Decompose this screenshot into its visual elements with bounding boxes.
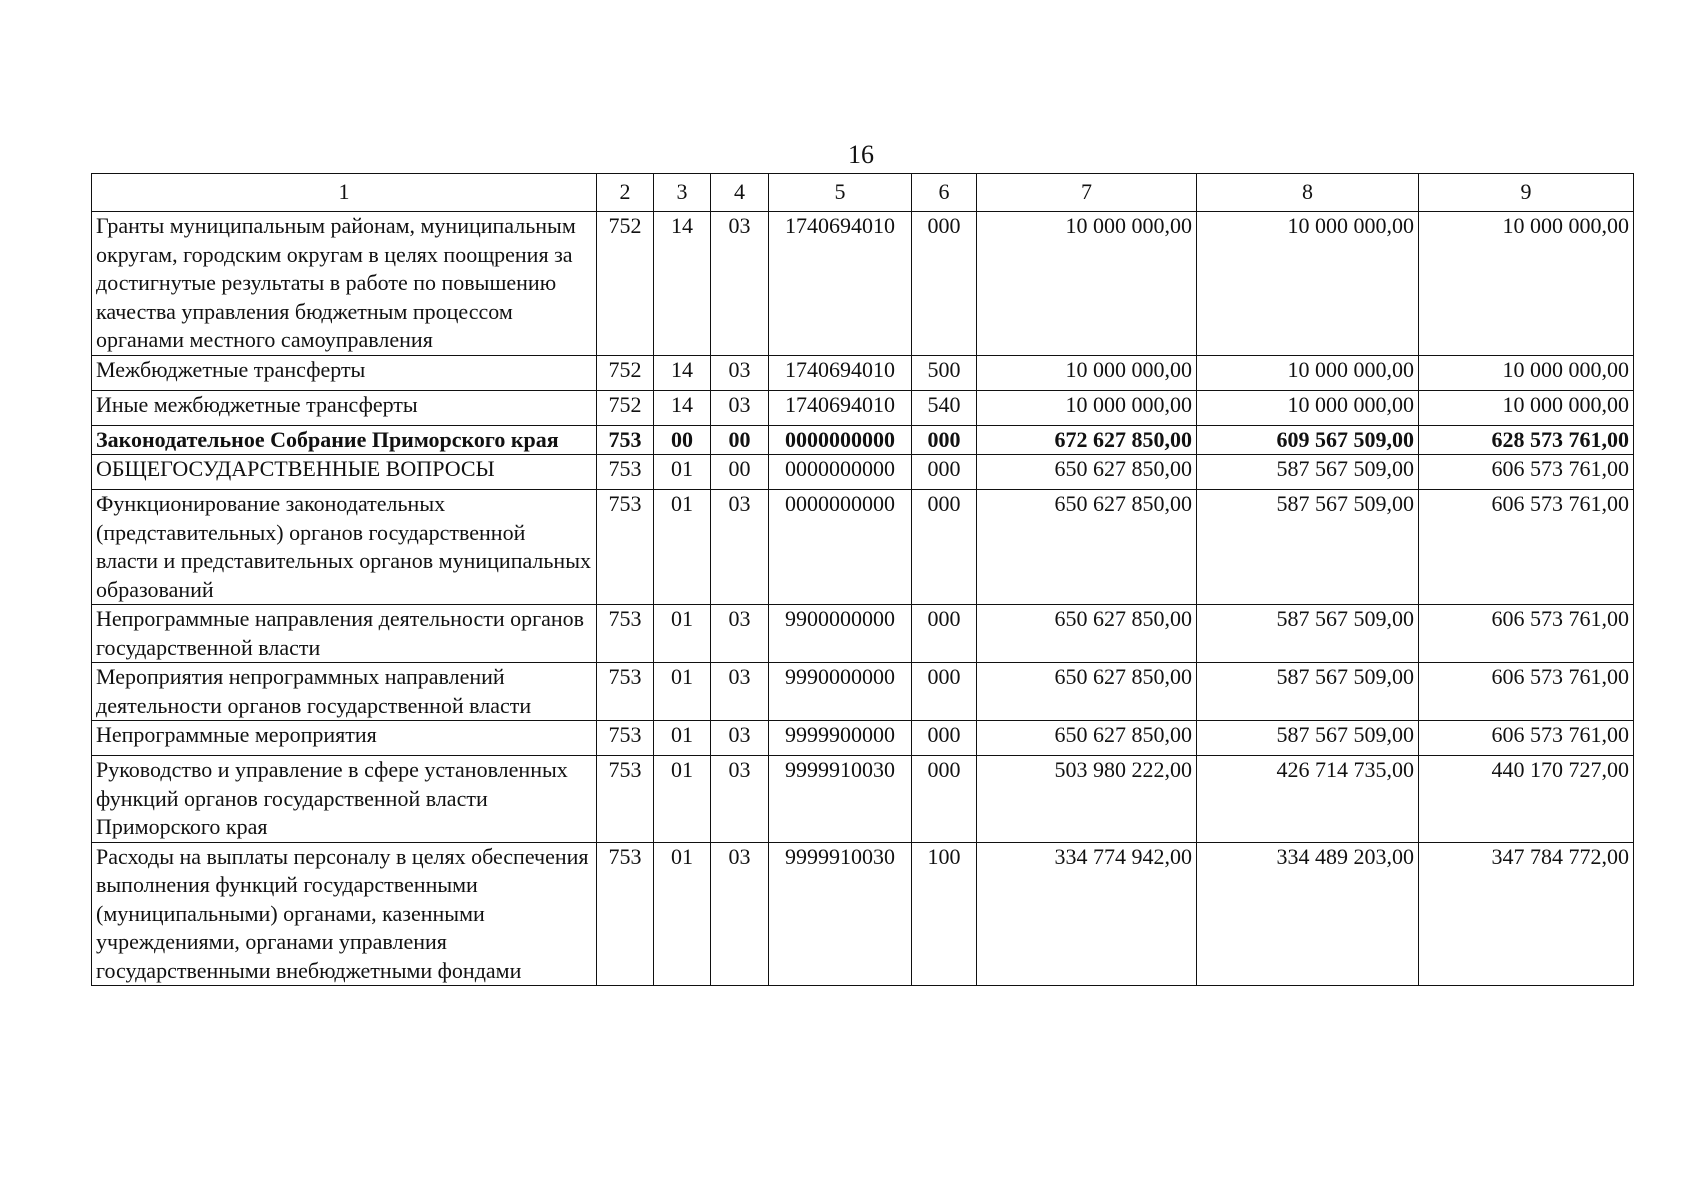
amount-col7: 650 627 850,00 [977,455,1197,490]
subsection-code: 03 [711,842,769,986]
table-row [92,721,1634,756]
expense-type-code: 000 [912,490,977,605]
amount-col8: 10 000 000,00 [1197,390,1419,425]
expense-type-code: 000 [912,212,977,356]
section-code: 01 [654,663,711,721]
amount-col9: 606 573 761,00 [1419,455,1634,490]
row-name: Межбюджетные трансферты [92,355,597,390]
amount-col7: 650 627 850,00 [977,605,1197,663]
target-article-code: 0000000000 [769,455,912,490]
ministry-code: 753 [597,721,654,756]
target-article-code: 0000000000 [769,425,912,455]
column-header: 6 [912,174,977,212]
table-row [92,756,1634,843]
amount-col7: 10 000 000,00 [977,355,1197,390]
row-name: Непрограммные мероприятия [92,721,597,756]
table-row [92,842,1634,986]
target-article-code: 0000000000 [769,490,912,605]
expense-type-code: 000 [912,663,977,721]
amount-col9: 606 573 761,00 [1419,605,1634,663]
amount-col7: 650 627 850,00 [977,663,1197,721]
expense-type-code: 000 [912,756,977,843]
expense-type-code: 000 [912,721,977,756]
section-code: 01 [654,605,711,663]
amount-col7: 650 627 850,00 [977,490,1197,605]
column-number-header [92,174,1634,212]
amount-col7: 503 980 222,00 [977,756,1197,843]
subsection-code: 03 [711,390,769,425]
amount-col9: 440 170 727,00 [1419,756,1634,843]
row-name: Законодательное Собрание Приморского края [92,425,597,455]
table-row [92,605,1634,663]
ministry-code: 753 [597,490,654,605]
table-row [92,455,1634,490]
section-code: 01 [654,721,711,756]
column-header: 2 [597,174,654,212]
row-name: Гранты муниципальным районам, муниципальным округам, городским округам в целях поощрения за достигнутые результаты в работе по повышению качества управления бюджетным процессом органами местного самоуправления [92,212,597,356]
column-header: 8 [1197,174,1419,212]
amount-col9: 606 573 761,00 [1419,721,1634,756]
amount-col8: 587 567 509,00 [1197,490,1419,605]
target-article-code: 9999910030 [769,756,912,843]
ministry-code: 753 [597,756,654,843]
amount-col8: 609 567 509,00 [1197,425,1419,455]
subsection-code: 03 [711,663,769,721]
target-article-code: 9999910030 [769,842,912,986]
row-name: Мероприятия непрограммных направлений деятельности органов государственной власти [92,663,597,721]
amount-col7: 10 000 000,00 [977,390,1197,425]
target-article-code: 9999900000 [769,721,912,756]
row-name: Руководство и управление в сфере установленных функций органов государственной власти Приморского края [92,756,597,843]
amount-col8: 587 567 509,00 [1197,721,1419,756]
subsection-code: 03 [711,490,769,605]
amount-col8: 587 567 509,00 [1197,455,1419,490]
section-code: 00 [654,425,711,455]
target-article-code: 1740694010 [769,390,912,425]
amount-col8: 587 567 509,00 [1197,605,1419,663]
target-article-code: 9900000000 [769,605,912,663]
table-row [92,490,1634,605]
amount-col9: 628 573 761,00 [1419,425,1634,455]
row-name: Расходы на выплаты персоналу в целях обеспечения выполнения функций государственными (муниципальными) органами, казенными учреждениями, органами управления государственными внебюджетными фондами [92,842,597,986]
column-header: 3 [654,174,711,212]
subsection-code: 03 [711,721,769,756]
page-number: 16 [848,140,874,169]
amount-col7: 10 000 000,00 [977,212,1197,356]
expense-type-code: 540 [912,390,977,425]
expense-type-code: 000 [912,425,977,455]
ministry-code: 752 [597,355,654,390]
row-name: Непрограммные направления деятельности органов государственной власти [92,605,597,663]
row-name: Функционирование законодательных (представительных) органов государственной власти и представительных органов муниципальных образований [92,490,597,605]
ministry-code: 753 [597,605,654,663]
section-code: 01 [654,756,711,843]
target-article-code: 9990000000 [769,663,912,721]
subsection-code: 03 [711,605,769,663]
table-row [92,663,1634,721]
ministry-code: 753 [597,455,654,490]
row-name: Иные межбюджетные трансферты [92,390,597,425]
subsection-code: 03 [711,756,769,843]
amount-col9: 10 000 000,00 [1419,212,1634,356]
target-article-code: 1740694010 [769,212,912,356]
amount-col7: 650 627 850,00 [977,721,1197,756]
amount-col8: 587 567 509,00 [1197,663,1419,721]
column-header: 5 [769,174,912,212]
expense-type-code: 100 [912,842,977,986]
section-code: 01 [654,455,711,490]
column-header: 7 [977,174,1197,212]
expense-type-code: 500 [912,355,977,390]
column-header: 4 [711,174,769,212]
table-row [92,390,1634,425]
table-row [92,355,1634,390]
target-article-code: 1740694010 [769,355,912,390]
subsection-code: 03 [711,212,769,356]
ministry-code: 753 [597,425,654,455]
section-code: 14 [654,212,711,356]
amount-col7: 334 774 942,00 [977,842,1197,986]
amount-col8: 426 714 735,00 [1197,756,1419,843]
amount-col8: 10 000 000,00 [1197,212,1419,356]
ministry-code: 752 [597,212,654,356]
column-header: 1 [92,174,597,212]
budget-table [91,173,1634,986]
section-code: 01 [654,842,711,986]
amount-col9: 606 573 761,00 [1419,490,1634,605]
subsection-code: 03 [711,355,769,390]
ministry-code: 752 [597,390,654,425]
section-code: 01 [654,490,711,605]
amount-col9: 347 784 772,00 [1419,842,1634,986]
amount-col7: 672 627 850,00 [977,425,1197,455]
subsection-code: 00 [711,455,769,490]
section-code: 14 [654,390,711,425]
amount-col9: 10 000 000,00 [1419,355,1634,390]
amount-col8: 334 489 203,00 [1197,842,1419,986]
row-name: ОБЩЕГОСУДАРСТВЕННЫЕ ВОПРОСЫ [92,455,597,490]
section-code: 14 [654,355,711,390]
column-header: 9 [1419,174,1634,212]
table-row [92,425,1634,455]
amount-col9: 10 000 000,00 [1419,390,1634,425]
amount-col8: 10 000 000,00 [1197,355,1419,390]
table-row [92,212,1634,356]
expense-type-code: 000 [912,455,977,490]
ministry-code: 753 [597,663,654,721]
subsection-code: 00 [711,425,769,455]
expense-type-code: 000 [912,605,977,663]
ministry-code: 753 [597,842,654,986]
amount-col9: 606 573 761,00 [1419,663,1634,721]
